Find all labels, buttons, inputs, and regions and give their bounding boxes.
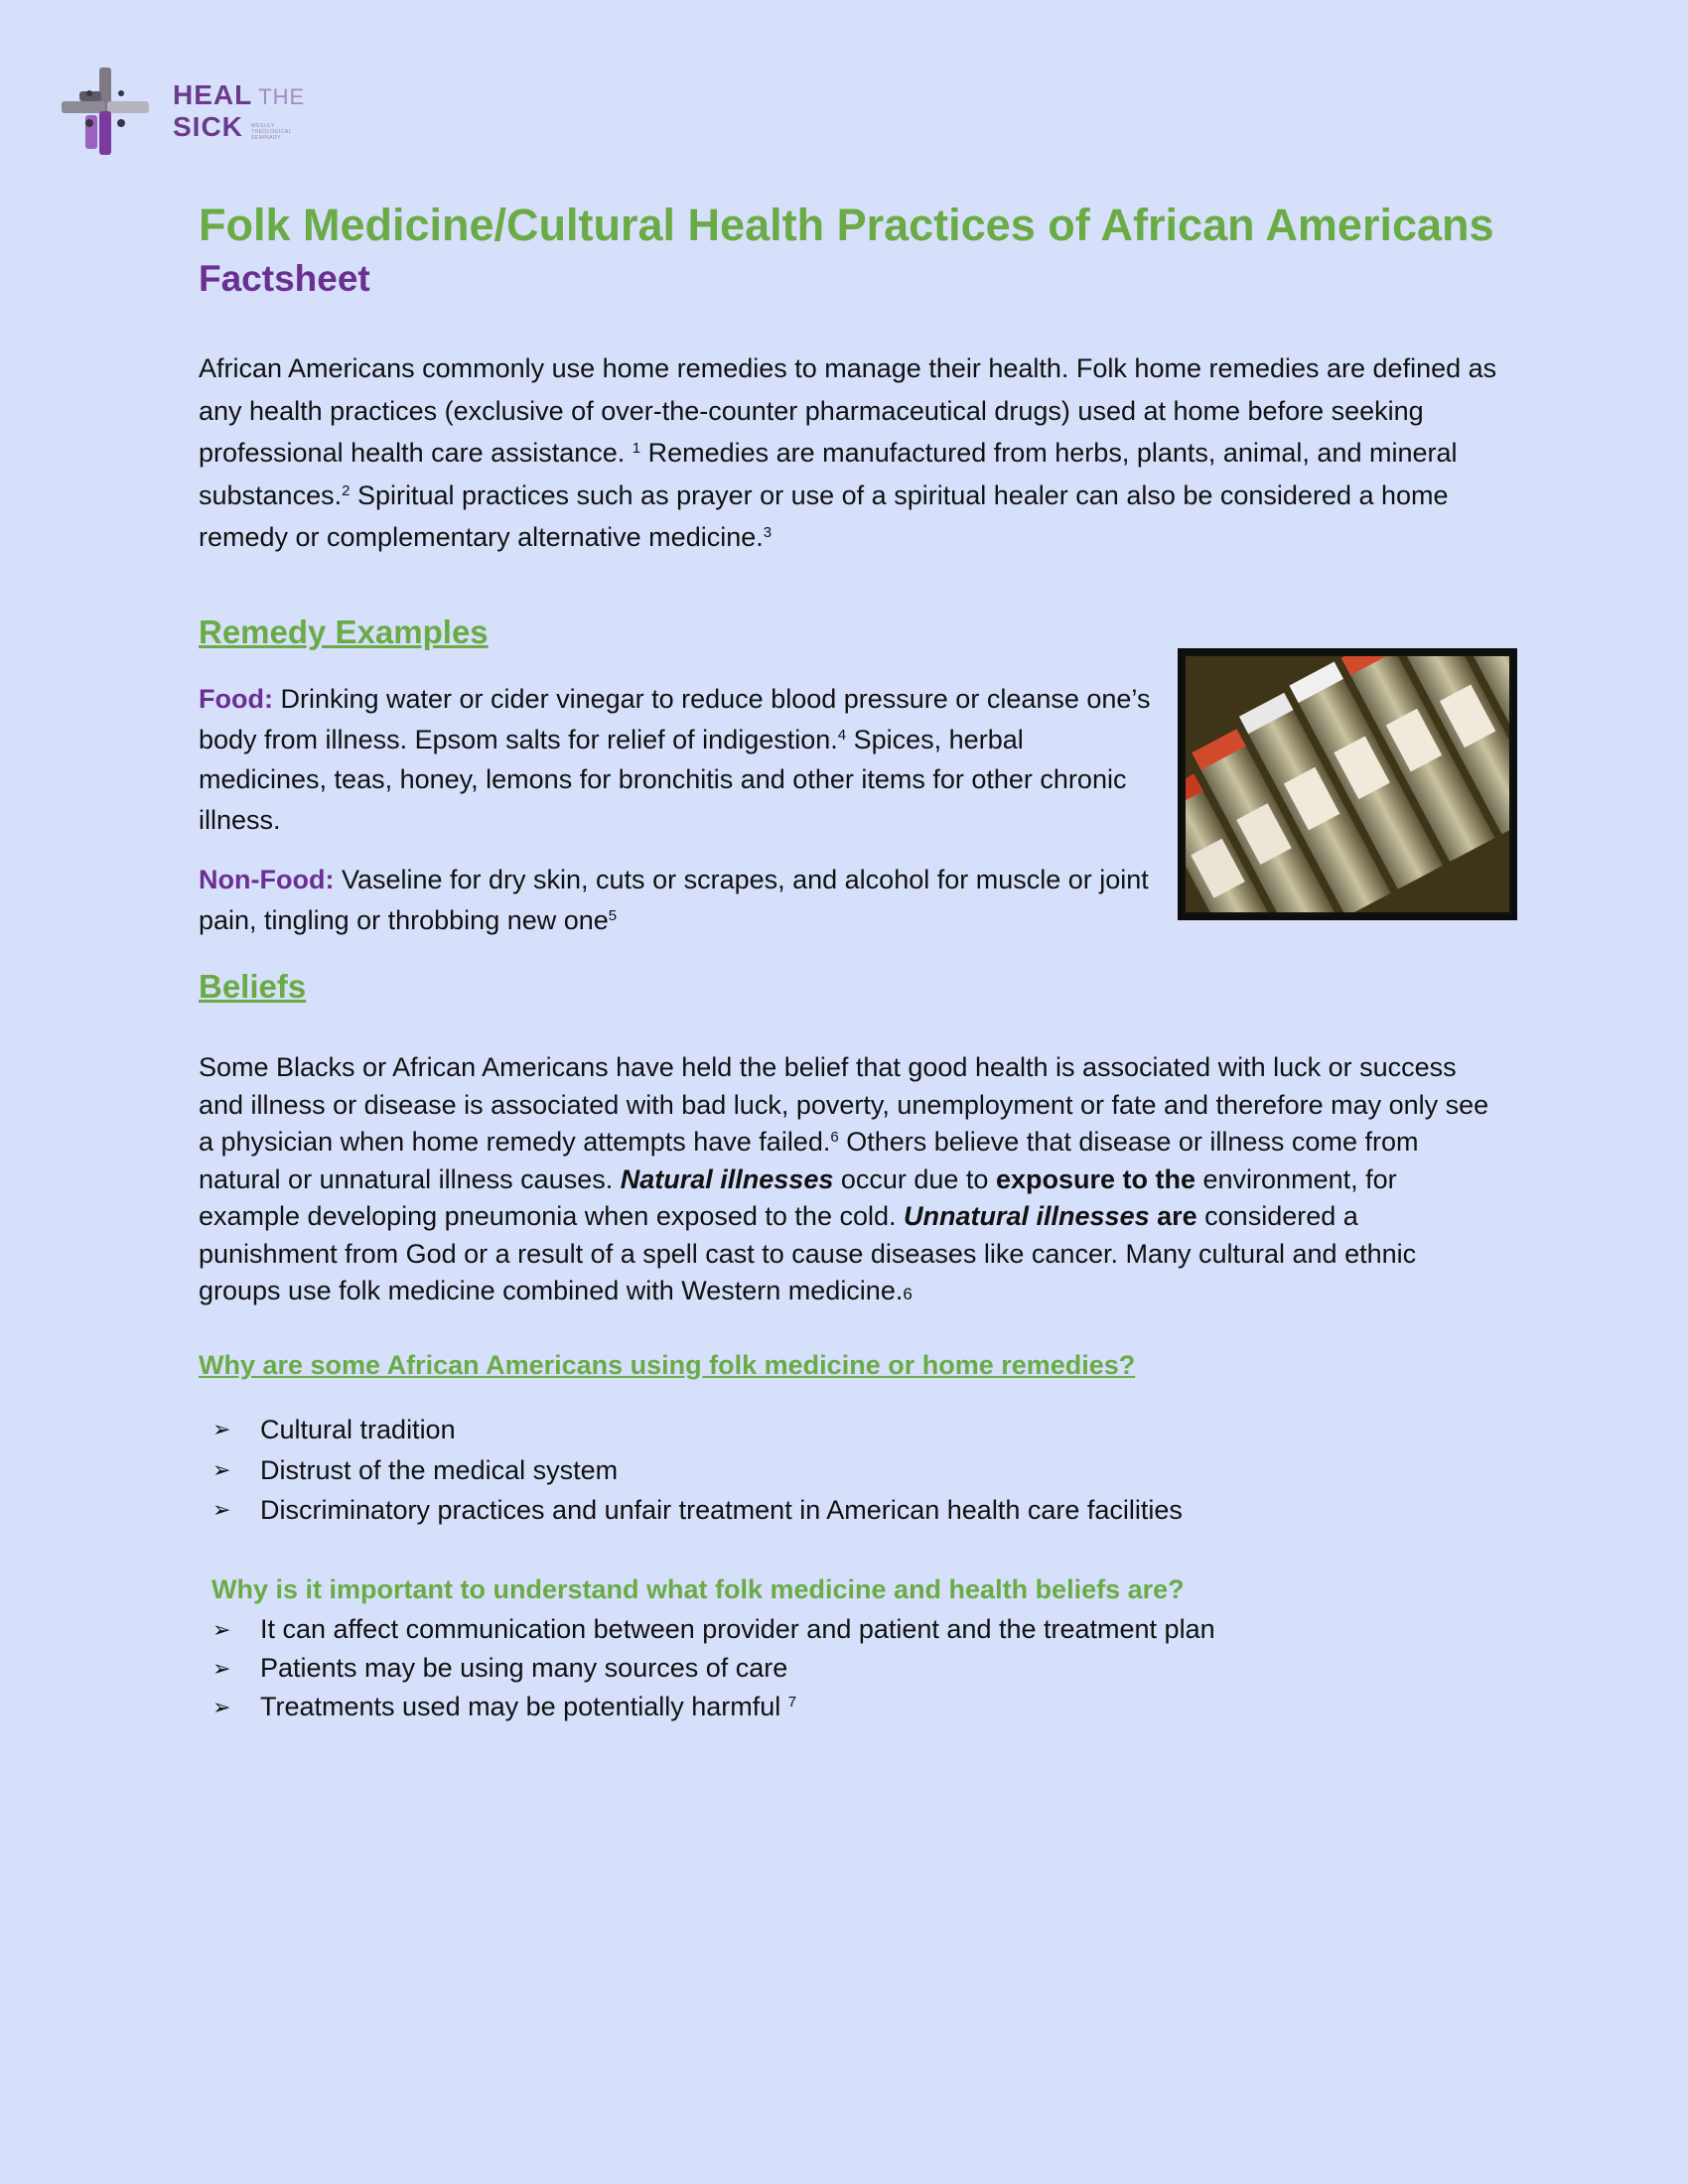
intro-text-3: Spiritual practices such as prayer or use of a spiritual healer can also be considered a home remedy or complementary alternative medicine. xyxy=(199,479,1449,552)
food-text-2: Spices, herbal medicines, teas, honey, lemons for bronchitis and other items for other chronic illness. xyxy=(199,724,1127,835)
logo-the-text: THE xyxy=(258,84,306,109)
footnote-ref-6b: 6 xyxy=(903,1285,913,1303)
beliefs-text-6: considered a punishment from God or a result of a spell cast to cause diseases like cancer. Many cultural and ethnic groups use folk medicine combined with Western medicine. xyxy=(199,1201,1417,1305)
logo-subtitle: WESLEY THEOLOGICAL SEMINARY xyxy=(250,122,292,141)
list-item-text: Treatments used may be potentially harmful xyxy=(260,1692,788,1721)
exposure-term: exposure to the xyxy=(995,1163,1196,1194)
intro-text-2: Remedies are manufactured from herbs, plants, animal, and mineral substances. xyxy=(199,438,1458,510)
importance-question-heading: Why is it important to understand what folk medicine and health beliefs are? xyxy=(211,1574,1185,1604)
intro-text-1: African Americans commonly use home remedies to manage their health. Folk home remedies are defined as any health practices (exclusive of over-the-counter pharmaceutical drugs) used at home before seeking professional health care assistance. xyxy=(199,353,1497,468)
list-item xyxy=(212,1490,1183,1531)
beliefs-heading: Beliefs xyxy=(199,968,307,1005)
why-list xyxy=(212,1410,1183,1531)
are-term: are xyxy=(1149,1201,1197,1231)
beliefs-text-1: Some Blacks or African Americans have held the belief that good health is associated with luck or success and illness or disease is associated with bad luck, poverty, unemployment or fate and therefore may only see a physician when home remedy attempts have failed. xyxy=(199,1052,1489,1157)
beliefs-text-3: occur due to xyxy=(833,1163,996,1194)
logo-sick-text: SICK xyxy=(173,111,243,142)
list-item-text: Patients may be using many sources of care xyxy=(260,1653,788,1683)
beliefs-section xyxy=(199,968,1509,1313)
footnote-ref-3: 3 xyxy=(763,524,773,541)
arrowhead-bullet-icon: ➢ xyxy=(212,1456,231,1482)
arrowhead-bullet-icon: ➢ xyxy=(212,1617,231,1642)
beliefs-text-2: Others believe that disease or illness come from natural or unnatural illness causes. xyxy=(199,1127,1419,1194)
natural-illnesses-term: Natural illnesses xyxy=(620,1163,834,1194)
arrowhead-bullet-icon: ➢ xyxy=(212,1417,231,1441)
footnote-ref-2: 2 xyxy=(342,481,351,499)
list-item xyxy=(212,1410,1183,1450)
remedy-examples-section xyxy=(199,614,1152,960)
importance-list xyxy=(212,1610,1215,1726)
unnatural-illnesses-term: Unnatural illnesses xyxy=(904,1201,1150,1231)
list-item xyxy=(212,1688,1215,1726)
food-label: Food: xyxy=(199,684,273,714)
list-item-text: It can affect communication between provider and patient and the treatment plan xyxy=(260,1614,1215,1644)
list-item xyxy=(212,1450,1183,1491)
list-item-text: Cultural tradition xyxy=(260,1415,456,1444)
food-text-1: Drinking water or cider vinegar to reduce blood pressure or cleanse one’s body from illness. Epsom salts for relief of indigestion. xyxy=(199,684,1151,754)
nonfood-label: Non-Food: xyxy=(199,865,335,894)
list-item-text: Distrust of the medical system xyxy=(260,1454,619,1485)
list-item-text: Discriminatory practices and unfair treatment in American health care facilities xyxy=(260,1495,1183,1525)
beliefs-paragraph xyxy=(199,1049,1499,1313)
footnote-ref-7: 7 xyxy=(787,1694,797,1710)
remedy-heading: Remedy Examples xyxy=(199,614,489,650)
arrowhead-bullet-icon: ➢ xyxy=(212,1656,231,1681)
logo-heal-text: HEAL xyxy=(173,79,253,110)
intro-section xyxy=(199,199,1509,559)
nonfood-text: Vaseline for dry skin, cuts or scrapes, and alcohol for muscle or joint pain, tingling or throbbing new one xyxy=(199,865,1149,935)
food-paragraph xyxy=(199,679,1152,840)
footnote-ref-5: 5 xyxy=(608,906,618,924)
arrowhead-bullet-icon: ➢ xyxy=(212,1497,231,1522)
footnote-ref-6a: 6 xyxy=(830,1129,839,1146)
intro-paragraph xyxy=(199,347,1499,559)
heal-the-sick-cross-icon xyxy=(56,62,155,161)
footnote-ref-4: 4 xyxy=(837,726,847,744)
page-title: Folk Medicine/Cultural Health Practices of African Americans xyxy=(199,200,1494,250)
list-item xyxy=(212,1610,1215,1649)
page-subtitle: Factsheet xyxy=(199,258,370,299)
list-item xyxy=(212,1649,1215,1688)
heal-the-sick-logo xyxy=(56,62,334,161)
beliefs-text-5 xyxy=(897,1201,905,1231)
beliefs-text-4: environment, for example developing pneumonia when exposed to the cold. xyxy=(199,1163,1397,1231)
nonfood-paragraph xyxy=(199,860,1152,940)
why-question-heading: Why are some African Americans using folk medicine or home remedies? xyxy=(199,1350,1136,1380)
arrowhead-bullet-icon: ➢ xyxy=(212,1695,231,1719)
footnote-ref-1: 1 xyxy=(632,440,641,457)
spice-jars-illustration xyxy=(1186,656,1509,912)
spice-jars-photo xyxy=(1178,648,1517,920)
